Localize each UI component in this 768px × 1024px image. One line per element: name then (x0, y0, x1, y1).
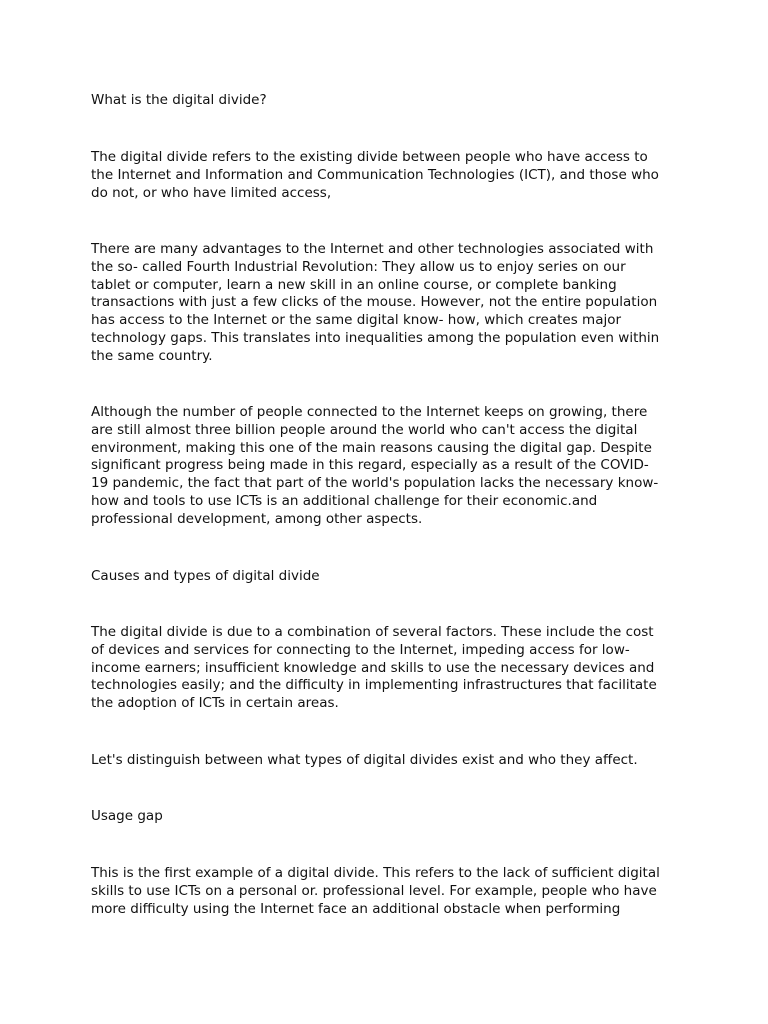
paragraph-distinguish-types: Let's distinguish between what types of digital divides exist and who they affect. (91, 752, 638, 768)
paragraph-usage-gap: This is the first example of a digital divide. This refers to the lack of sufficient digital skills to use ICTs on a personal or. professional level. For example, people who have more difficulty using the Internet face an additional obstacle when performing (91, 865, 660, 917)
heading-causes-and-types: Causes and types of digital divide (91, 568, 320, 584)
paragraph-advantages: There are many advantages to the Internet and other technologies associated with the so- called Fourth Industrial Revolution: They allow us to enjoy series on our tablet or computer, learn a new skill in an online course, or complete banking transactions with just a few clicks of the mouse. However, not the entire population has access to the Internet or the same digital know- how, which creates major technology gaps. This translates into inequalities among the population even within the same country. (91, 241, 660, 364)
heading-what-is-digital-divide: What is the digital divide? (91, 92, 267, 108)
paragraph-causes: The digital divide is due to a combination of several factors. These include the cost of devices and services for connecting to the Internet, impeding access for low- income earners; insufficient knowledge and skills to use the necessary devices and technologies easily; and the difficulty in implementing infrastructures that facilitate the adoption of ICTs in certain areas. (91, 624, 657, 712)
paragraph-definition: The digital divide refers to the existing divide between people who have access to the Internet and Information and Communication Technologies (ICT), and those who do not, or who have limited access, (91, 149, 659, 201)
paragraph-connected-population: Although the number of people connected to the Internet keeps on growing, there are still almost three billion people around the world who can't access the digital environment, making this one of the main reasons causing the digital gap. Despite significant progress being made in this regard, especially as a result of the COVID- 19 pandemic, the fact that part of the world's population lacks the necessary know- how and tools to use ICTs is an additional challenge for their economic.and professional development, among other aspects. (91, 404, 659, 527)
heading-usage-gap: Usage gap (91, 808, 163, 824)
